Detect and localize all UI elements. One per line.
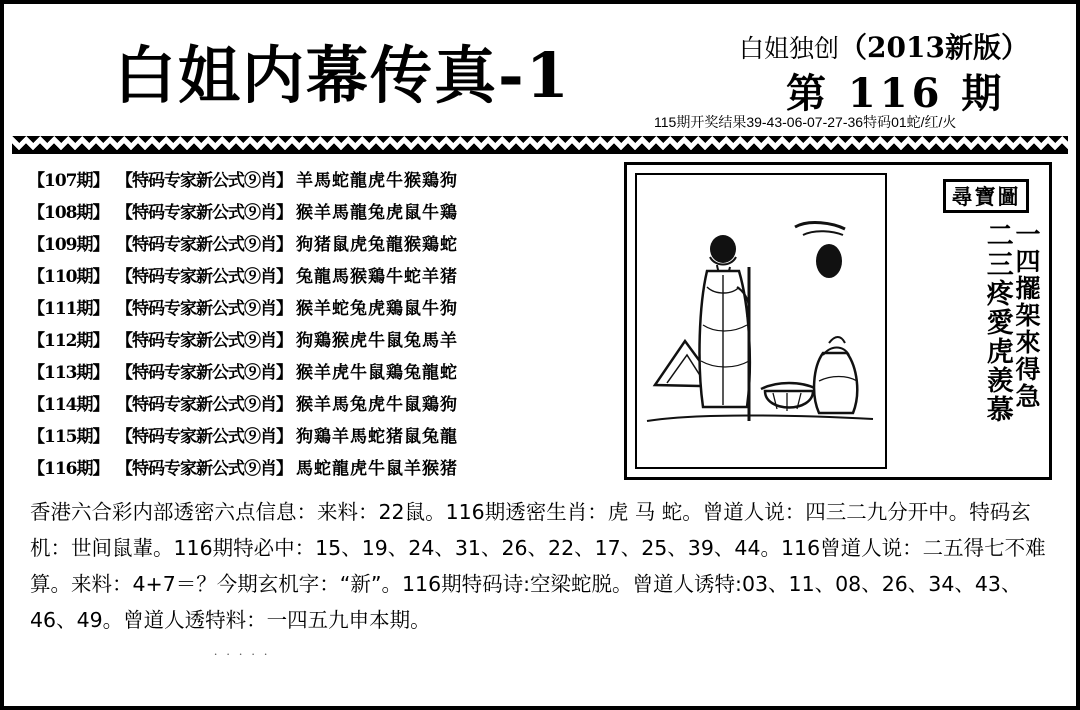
row-zodiac: 馬蛇龍虎牛鼠羊猴猪 — [296, 458, 458, 479]
row-zodiac: 猴羊馬龍兔虎鼠牛鶏 — [296, 202, 458, 223]
row-issue: 【113期】 — [28, 362, 109, 383]
table-row — [28, 194, 608, 226]
formula-list — [28, 162, 608, 482]
table-row — [28, 226, 608, 258]
row-issue: 【108期】 — [28, 202, 109, 223]
table-row — [28, 162, 608, 194]
row-zodiac: 狗猪鼠虎兔龍猴鶏蛇 — [296, 234, 458, 255]
row-label: 【特码专家新公式⑨肖】 — [116, 394, 292, 415]
row-zodiac: 狗鶏羊馬蛇猪鼠兔龍 — [296, 426, 458, 447]
brand-line — [739, 26, 1029, 66]
row-label: 【特码专家新公式⑨肖】 — [116, 426, 292, 447]
row-issue: 【111期】 — [28, 298, 109, 319]
row-zodiac: 狗鶏猴虎牛鼠兔馬羊 — [296, 330, 458, 351]
old-man-illustration — [637, 175, 883, 465]
row-issue: 【114期】 — [28, 394, 109, 415]
row-label: 【特码专家新公式⑨肖】 — [116, 458, 292, 479]
table-row — [28, 418, 608, 450]
picture-panel — [624, 162, 1052, 480]
row-label: 【特码专家新公式⑨肖】 — [116, 298, 292, 319]
issue-number: 第 116 期 — [786, 70, 1006, 117]
verse-columns — [982, 221, 1039, 424]
row-issue: 【116期】 — [28, 458, 109, 479]
row-zodiac: 猴羊馬兔虎牛鼠鶏狗 — [296, 394, 458, 415]
page-content — [4, 156, 1076, 706]
row-issue: 【115期】 — [28, 426, 109, 447]
row-zodiac: 猴羊虎牛鼠鶏兔龍蛇 — [296, 362, 458, 383]
info-paragraph: 香港六合彩内部透密六点信息：来料：22鼠。116期透密生肖：虎 马 蛇。曾道人说：四三二九分开中。特码玄机：世间鼠輩。116期特必中：15、19、24、31、26、22、17、25、39、44。116曾道人说：二五得七不难算。来料：4+7＝？今期玄机字：“新”。116期特码诗:空梁蛇脱。曾道人诱特:03、11、08、26、34、43、46、49。曾道人透特料：一四五九申本期。 — [30, 500, 1046, 632]
table-row — [28, 354, 608, 386]
brand-label: 白姐独创 — [739, 34, 840, 63]
previous-result: 115期开奖结果39-43-06-07-27-36特码01蛇/红/火 — [654, 114, 957, 130]
row-zodiac: 猴羊蛇兔虎鶏鼠牛狗 — [296, 298, 458, 319]
decorative-dots: . . . . . — [214, 643, 271, 658]
page-header — [4, 4, 1076, 130]
row-label: 【特码专家新公式⑨肖】 — [116, 234, 292, 255]
row-issue: 【107期】 — [28, 170, 109, 191]
illustration — [635, 173, 887, 469]
zigzag-divider — [12, 136, 1068, 150]
row-label: 【特码专家新公式⑨肖】 — [116, 266, 292, 287]
row-label: 【特码专家新公式⑨肖】 — [116, 170, 292, 191]
row-zodiac: 兔龍馬猴鶏牛蛇羊猪 — [296, 266, 458, 287]
verse-line-2: 一四擺架來得急 — [1012, 221, 1041, 410]
seal-stamp: 尋寶圖 — [943, 179, 1029, 213]
row-issue: 【109期】 — [28, 234, 109, 255]
table-row — [28, 386, 608, 418]
table-row — [28, 290, 608, 322]
version-label: （2013新版） — [839, 31, 1029, 64]
table-row — [28, 258, 608, 290]
rule-divider — [12, 150, 1068, 154]
table-row — [28, 322, 608, 354]
row-label: 【特码专家新公式⑨肖】 — [116, 330, 292, 351]
row-label: 【特码专家新公式⑨肖】 — [116, 202, 292, 223]
table-row — [28, 450, 608, 482]
row-issue: 【110期】 — [28, 266, 109, 287]
row-zodiac: 羊馬蛇龍虎牛猴鶏狗 — [296, 170, 458, 191]
page-title: 白姐内幕传真-1 — [114, 39, 571, 112]
row-label: 【特码专家新公式⑨肖】 — [116, 362, 292, 383]
verse-area — [893, 173, 1043, 471]
row-issue: 【112期】 — [28, 330, 109, 351]
verse-line-1: 二三疼愛虎羨慕 — [981, 221, 1013, 424]
